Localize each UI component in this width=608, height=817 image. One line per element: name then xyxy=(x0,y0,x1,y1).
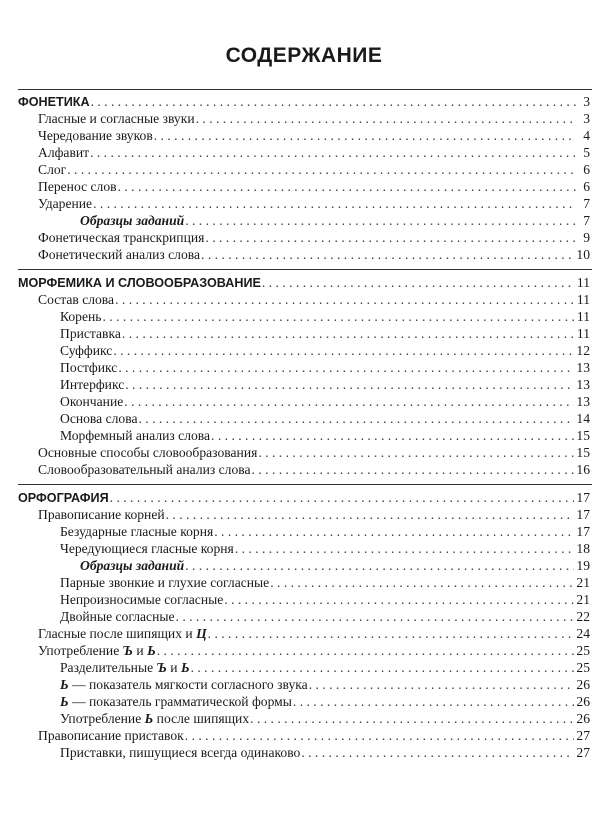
toc-page-number: 4 xyxy=(583,128,590,143)
toc-entry[interactable] xyxy=(60,693,590,710)
toc-page-number: 14 xyxy=(576,411,590,426)
toc-page-number: 21 xyxy=(576,592,590,607)
toc-page-number: 11 xyxy=(576,292,590,307)
toc-page-number: 5 xyxy=(583,145,590,160)
toc-entry-label: Словообразовательный анализ слова xyxy=(38,462,251,477)
toc-page-number: 6 xyxy=(583,162,590,177)
dot-leader xyxy=(224,592,574,608)
toc-entry-label: Правописание корней xyxy=(38,507,165,522)
dot-leader xyxy=(208,626,575,642)
toc-entry[interactable] xyxy=(60,427,590,444)
toc-section-heading[interactable] xyxy=(18,489,590,506)
toc-page-number: 17 xyxy=(576,524,590,539)
dot-leader xyxy=(124,394,574,410)
dot-leader xyxy=(309,677,575,693)
dot-leader xyxy=(205,230,576,246)
toc-entry[interactable] xyxy=(38,727,590,744)
dot-leader xyxy=(115,292,575,308)
toc-page-number: 15 xyxy=(576,445,590,460)
toc-page-number: 25 xyxy=(576,643,590,658)
section-divider xyxy=(18,484,592,485)
toc-page-number: 3 xyxy=(583,111,590,126)
toc-page-number: 9 xyxy=(583,230,590,245)
dot-leader xyxy=(185,558,574,574)
toc-entry[interactable] xyxy=(38,144,590,161)
toc-entry-label: ОРФОГРАФИЯ xyxy=(18,491,109,505)
label-text: и xyxy=(166,660,181,675)
dot-leader xyxy=(154,128,576,144)
toc-entry-label: Парные звонкие и глухие согласные xyxy=(60,575,270,590)
label-text: Употребление xyxy=(38,643,123,658)
toc-page-number: 26 xyxy=(576,677,590,692)
toc-section-heading[interactable] xyxy=(18,274,590,291)
toc-entry[interactable] xyxy=(38,127,590,144)
toc-entry[interactable] xyxy=(38,291,590,308)
toc-entry[interactable] xyxy=(60,410,590,427)
toc-entry-label: Гласные и согласные звуки xyxy=(38,111,195,126)
toc-page-number: 13 xyxy=(576,377,590,392)
toc-entry-label xyxy=(38,643,156,659)
dot-leader xyxy=(211,428,574,444)
label-text: Употребление xyxy=(60,711,145,726)
toc-entry[interactable] xyxy=(60,574,590,591)
toc-entry-label: МОРФЕМИКА И СЛОВООБРАЗОВАНИЕ xyxy=(18,276,261,290)
toc-entry[interactable] xyxy=(38,229,590,246)
toc-entry[interactable] xyxy=(38,161,590,178)
dot-leader xyxy=(293,694,575,710)
toc-page-number: 17 xyxy=(576,490,590,505)
label-text: Разделительные xyxy=(60,660,157,675)
dot-leader xyxy=(67,162,576,178)
toc-entry-label: Основа слова xyxy=(60,411,138,426)
toc-entry[interactable] xyxy=(38,246,590,263)
toc-entry-label: Непроизносимые согласные xyxy=(60,592,224,607)
toc-page-number: 11 xyxy=(576,309,590,324)
toc-entry[interactable] xyxy=(38,110,590,127)
dot-leader xyxy=(118,179,576,195)
toc-entry-label: Интерфикс xyxy=(60,377,125,392)
toc-page-number: 19 xyxy=(576,558,590,573)
letter-glyph: Ь xyxy=(180,660,190,675)
dot-leader xyxy=(90,145,576,161)
toc-entry-label: Состав слова xyxy=(38,292,115,307)
toc-page-number: 17 xyxy=(576,507,590,522)
toc-entry-label: Перенос слов xyxy=(38,179,117,194)
toc-entry[interactable] xyxy=(60,744,590,761)
page-title: СОДЕРЖАНИЕ xyxy=(225,44,383,67)
dot-leader xyxy=(113,343,574,359)
toc-entry-label: Морфемный анализ слова xyxy=(60,428,211,443)
letter-glyph: Ц xyxy=(196,626,207,641)
dot-leader xyxy=(262,275,575,291)
dot-leader xyxy=(185,728,575,744)
section-divider xyxy=(18,89,592,90)
toc-page-number: 18 xyxy=(576,541,590,556)
toc-entry-label: Чередующиеся гласные корня xyxy=(60,541,234,556)
dot-leader xyxy=(122,326,575,342)
toc-entry-label xyxy=(60,711,249,727)
toc-entry-label: Безударные гласные корня xyxy=(60,524,214,539)
toc-entry-label: Алфавит xyxy=(38,145,90,160)
toc-entry[interactable] xyxy=(60,342,590,359)
label-text: после шипящих xyxy=(153,711,250,726)
toc-page-number: 21 xyxy=(576,575,590,590)
toc-entry-label: Окончание xyxy=(60,394,124,409)
toc-entry-label: Ударение xyxy=(38,196,93,211)
toc-page-number: 27 xyxy=(576,728,590,743)
dot-leader xyxy=(166,507,575,523)
letter-glyph: Ъ xyxy=(122,643,133,658)
toc-entry[interactable] xyxy=(60,376,590,393)
toc-page-number: 15 xyxy=(576,428,590,443)
dot-leader xyxy=(103,309,575,325)
dot-leader xyxy=(125,377,574,393)
toc-entry-label: Чередование звуков xyxy=(38,128,153,143)
toc-entry[interactable] xyxy=(60,393,590,410)
dot-leader xyxy=(235,541,575,557)
toc-entry-label: Суффикс xyxy=(60,343,113,358)
letter-glyph: Ь xyxy=(147,643,156,658)
toc-entry[interactable] xyxy=(38,506,590,523)
toc-entry-label: Фонетический анализ слова xyxy=(38,247,201,262)
toc-entry[interactable] xyxy=(60,523,590,540)
dot-leader xyxy=(118,360,574,376)
toc-section-heading[interactable] xyxy=(18,93,590,110)
toc-page-number: 22 xyxy=(576,609,590,624)
dot-leader xyxy=(91,94,576,110)
letter-glyph: Ъ xyxy=(156,660,167,675)
toc-entry-label: ФОНЕТИКА xyxy=(18,95,90,109)
toc-page-number: 11 xyxy=(576,326,590,341)
dot-leader xyxy=(252,462,575,478)
toc-entry-sample-tasks[interactable] xyxy=(80,557,590,574)
toc-page-number: 26 xyxy=(576,711,590,726)
toc-entry[interactable] xyxy=(60,659,590,676)
toc-entry[interactable] xyxy=(38,461,590,478)
toc-entry-sample-tasks[interactable] xyxy=(80,212,590,229)
toc-page-number: 13 xyxy=(576,360,590,375)
dot-leader xyxy=(214,524,574,540)
toc-entry[interactable] xyxy=(38,444,590,461)
letter-glyph: Ь xyxy=(60,677,69,692)
toc-entry-label: Приставки, пишущиеся всегда одинаково xyxy=(60,745,301,760)
dot-leader xyxy=(191,660,575,676)
toc-page-number: 6 xyxy=(583,179,590,194)
toc-page-number: 26 xyxy=(576,694,590,709)
dot-leader xyxy=(201,247,574,263)
dot-leader xyxy=(185,213,576,229)
dot-leader xyxy=(301,745,574,761)
toc-page-number: 16 xyxy=(576,462,590,477)
toc-entry-label: Корень xyxy=(60,309,102,324)
toc-entry[interactable] xyxy=(60,608,590,625)
toc-page-number: 7 xyxy=(583,196,590,211)
dot-leader xyxy=(196,111,576,127)
toc-entry[interactable] xyxy=(38,195,590,212)
dot-leader xyxy=(157,643,575,659)
toc-entry[interactable] xyxy=(38,642,590,659)
toc-entry-label: Основные способы словообразования xyxy=(38,445,258,460)
letter-glyph: Ь xyxy=(60,694,69,709)
toc-entry[interactable] xyxy=(60,676,590,693)
toc-page-number: 12 xyxy=(576,343,590,358)
dot-leader xyxy=(138,411,574,427)
dot-leader xyxy=(250,711,574,727)
dot-leader xyxy=(258,445,574,461)
toc-entry-label: Правописание приставок xyxy=(38,728,184,743)
toc-entry-label xyxy=(60,677,308,693)
toc-entry[interactable] xyxy=(60,308,590,325)
label-text: Гласные после шипящих и xyxy=(38,626,197,641)
toc-entry-label: Образцы заданий xyxy=(80,558,185,573)
toc-entry[interactable] xyxy=(60,359,590,376)
toc-page-number: 24 xyxy=(576,626,590,641)
toc-entry-label xyxy=(60,694,292,710)
toc-entry[interactable] xyxy=(60,591,590,608)
dot-leader xyxy=(110,490,575,506)
toc-page-number: 11 xyxy=(576,275,590,290)
toc-entry[interactable] xyxy=(38,625,590,642)
toc-entry[interactable] xyxy=(60,325,590,342)
toc-page-number: 27 xyxy=(576,745,590,760)
toc-page-number: 7 xyxy=(583,213,590,228)
label-text: и xyxy=(132,643,148,658)
toc-page-number: 25 xyxy=(576,660,590,675)
toc-entry-label: Двойные согласные xyxy=(60,609,175,624)
toc-page-number: 10 xyxy=(576,247,590,262)
toc-entry-label: Образцы заданий xyxy=(80,213,185,228)
toc-entry-label: Слог xyxy=(38,162,67,177)
dot-leader xyxy=(93,196,576,212)
toc-entry-label: Приставка xyxy=(60,326,121,341)
dot-leader xyxy=(270,575,574,591)
label-text: — показатель грамматической формы xyxy=(68,694,292,709)
toc-entry-label: Постфикс xyxy=(60,360,118,375)
toc-entry[interactable] xyxy=(60,710,590,727)
toc-entry-label: Фонетическая транскрипция xyxy=(38,230,205,245)
dot-leader xyxy=(176,609,575,625)
toc-entry[interactable] xyxy=(60,540,590,557)
letter-glyph: Ь xyxy=(144,711,154,726)
section-divider xyxy=(18,269,592,270)
toc-entry[interactable] xyxy=(38,178,590,195)
toc-page-number: 13 xyxy=(576,394,590,409)
toc-page-number: 3 xyxy=(583,94,590,109)
toc-entry-label xyxy=(38,626,207,642)
toc-entry-label xyxy=(60,660,190,676)
label-text: — показатель мягкости согласного звука xyxy=(68,677,308,692)
